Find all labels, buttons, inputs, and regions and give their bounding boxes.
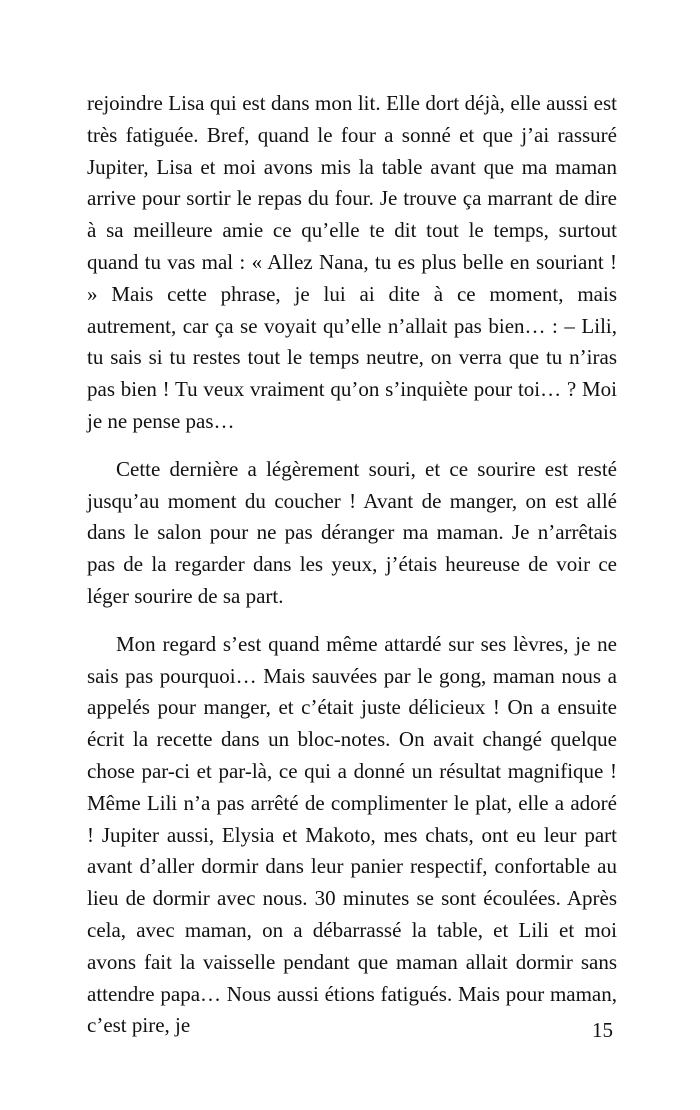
page-number: 15 (592, 1018, 613, 1042)
paragraph-continuation: rejoindre Lisa qui est dans mon lit. Elle dort déjà, elle aussi est très fatiguée. Bref, quand le four a sonné et que j’ai rassuré Jupiter, Lisa et moi avons mis la table avant que ma maman arrive pour sortir le repas du four. Je trouve ça marrant de dire à sa meilleure amie ce qu’elle te dit tout le temps, surtout quand tu vas mal : « Allez Nana, tu es plus belle en souriant ! » Mais cette phrase, je lui ai dite à ce moment, mais autrement, car ça se voyait qu’elle n’allait pas bien… : – Lili, tu sais si tu restes tout le temps neutre, on verra que tu n’iras pas bien ! Tu veux vraiment qu’on s’inquiète pour toi… ? Moi je ne pense pas… (87, 91, 617, 433)
page-body (87, 88, 617, 1058)
paragraph-dinner: Mon regard s’est quand même attardé sur ses lèvres, je ne sais pas pourquoi… Mais sauvées par le gong, maman nous a appelés pour manger, et c’était juste délicieux ! On a ensuite écrit la recette dans un bloc-notes. On avait changé quelque chose par-ci et par-là, ce qui a donné un résultat magnifique ! Même Lili n’a pas arrêté de complimenter le plat, elle a adoré ! Jupiter aussi, Elysia et Makoto, mes chats, ont eu leur part avant d’aller dormir dans leur panier respectif, confortable au lieu de dormir avec nous. 30 minutes se sont écoulées. Après cela, avec maman, on a débarrassé la table, et Lili et moi avons fait la vaisselle pendant que maman allait dormir sans attendre papa… Nous aussi étions fatigués. Mais pour maman, c’est pire, je (87, 631, 617, 1038)
paragraph-smile: Cette dernière a légèrement souri, et ce sourire est resté jusqu’au moment du coucher ! Avant de manger, on est allé dans le salon pour ne pas déranger ma maman. Je n’arrêtais pas de la regarder dans les yeux, j’étais heureuse de voir ce léger sourire de sa part. (87, 456, 617, 608)
